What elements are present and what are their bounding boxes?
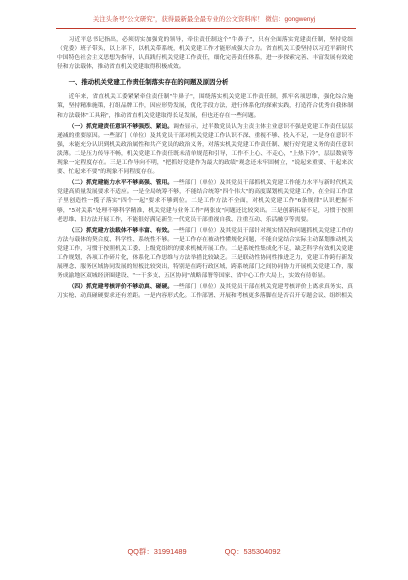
intro-paragraph: 习近平总书记指出，必须切实加强党的领导，牵住责任制这个"牛鼻子"，只有全面落实党建责任制，坚持党组（党委）班子带头，以上率下，以机关带系统，机关党建工作才能形成强大合力。省直机关工委坚持以习近平新时代中国特色社会主义思想为指导，认真践行机关党建工作责任，细化完善责任体系，进一步探索完善、丰富发展有效途径和方法载体，推动省直机关党建取得积极成效。: [57, 37, 353, 71]
item-text: 一些部门（单位）及其党员干部抓机关党建工作能力水平与新时代机关党建高质量发展要求不适应。一是全局统筹不够，不能结合统筹"四个伟大"的高度谋划机关党建工作，在全局工作盘子里创造性一揽子落实"四个一起"要求不够到位。二是工作方法不全面，对机关党建工作"6条规律"认识把握不够，"5对关系"处理不够科学精准，机关党建与业务工作"两张皮"问题还比较突出。三是创新拓展不足，习惯于按照老思维、旧方法开展工作，不能很好满足新生一代党员干部重视自我、注重互动、乐活融亨等需要。: [57, 180, 353, 223]
list-item: [57, 179, 353, 224]
item-lead: （四）抓党建考核评价不够动真、碰硬。: [68, 284, 174, 291]
section-heading: 一、推动机关党建工作责任制落实存在的问题及原因分析: [68, 78, 229, 87]
header-banner: 关注头条号"公文研究"，获得最新最全最专业的公文资料库！ 微信：gongwenyj: [92, 16, 316, 23]
footer-contact: [0, 546, 408, 557]
item-lead: （一）抓党建责任意识不够强烈、紧迫。: [68, 123, 174, 130]
footer-qq: QQ：535304092: [224, 547, 281, 556]
list-item: [57, 283, 353, 301]
footer-qq-group: QQ群：31991489: [127, 547, 187, 556]
section-intro-paragraph: 近年来，省直机关工委紧紧牵住责任制"牛鼻子"，围绕落实机关党建工作责任制，抓牢名项思维，强化综合施策，坚持精准施策，打组品牌工作，因应形势发展，优化手段方法，进行体系化的探索实践，打造符合优秀自我体制和方法载体"工具箱"，推动省直机关党建取得长足发展，但也还存在一些问题。: [57, 94, 353, 119]
item-text: 调查显示，过半数党员认为主责主体主业意识不强是党建工作责任层层递减的重要原因。一些部门（单位）及其党员干部对机关党建工作认识不深、重视不够、投入不足，一是身在意识不强，未能充分认识到机关政治属性和共产党员的政治义务，对落实机关党建工作责任制、履行好党建义务的责任意识淡薄。二是压力传导不畅，机关党建工作责任既未清单规范和引导，工作不上心、不走心，"上热下冷"，层层数衰等现象一定程度存在。三是工作导向不明，"把抓好党建作为最大的政绩"观念还未牢固树立，"说起来重要、干起来次要、忙起来不要"的现象不同程度存在。: [57, 123, 353, 176]
item-text: 一些部门（单位）及其党员干部在机关党建考核评价上离求真务实、真刀实枪、动真碰硬要求还有差距。一是内容形式化。工作部署、开展和考核更多落脚在是否召开专题会议、组织相关: [57, 284, 353, 300]
item-lead: （二）抓党建能力水平不够高强、管用。: [68, 180, 174, 187]
item-text: 一些部门（单位）及其党员干部针对现实情况和问题抓机关党建工作的方法与载体的契合度、科学性、系统性不够。一是工作存在被动性懂规化问题，不能自觉结合实际主动谋划推动机关党建工作，习惯于按照机关工委、上级党组织的要求机械开展工作。二是系统性集成化不足，缺乏科学有效机关党建工作规划，各项工作碎片化，体系化工作思维与方法举措比较缺乏。三是联动性协同性推进乏力，党建工作跨行新发展理念、服务区域协同发展的短板比较突出，特别是在跨行政区域，跨系统部门之间协同协力开展机关党建工作，服务成渝地区双城经济圈建设、"一干多支、五区协同"战略部署等国家、省中心工作大局上，实效有待彰显。: [57, 227, 353, 280]
header-rule: [56, 28, 356, 29]
item-lead: （三）抓党建方法载体不够丰富、有效。: [68, 227, 174, 234]
document-body: [57, 36, 353, 303]
list-item: [57, 123, 353, 178]
list-item: [57, 227, 353, 282]
